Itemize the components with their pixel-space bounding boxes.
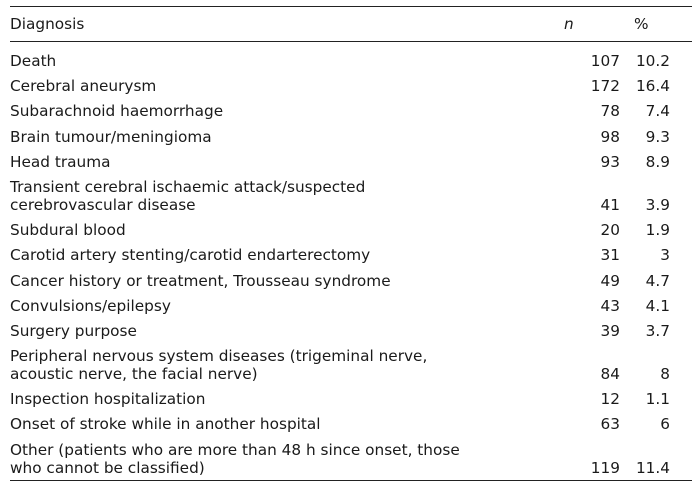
percent-cell: 6: [660, 415, 670, 434]
percent-cell: 16.4: [635, 77, 670, 96]
count-cell: 119: [590, 458, 620, 477]
table-row: [10, 99, 692, 124]
table-row: [10, 412, 692, 437]
diagnosis-cell: Death: [10, 52, 57, 70]
diagnosis-table-container: [10, 6, 692, 481]
percent-cell: 1.1: [645, 390, 670, 409]
table-row: [10, 293, 692, 318]
table-row: [10, 174, 692, 217]
count-cell: 31: [600, 246, 620, 265]
percent-cell: 4.1: [645, 296, 670, 315]
percent-cell: 4.7: [645, 271, 670, 290]
count-cell: 63: [600, 415, 620, 434]
count-cell: 39: [600, 321, 620, 340]
table-row: [10, 387, 692, 412]
table-row: [10, 74, 692, 99]
count-cell: 12: [600, 390, 620, 409]
table-row: [10, 149, 692, 174]
percent-cell: 3.7: [645, 321, 670, 340]
diagnosis-cell: Cerebral aneurysm: [10, 77, 157, 96]
diagnosis-table: [10, 6, 692, 481]
count-cell: 41: [600, 195, 620, 214]
percent-cell: 8: [660, 365, 670, 384]
table-body: [10, 42, 692, 481]
diagnosis-cell: Subdural blood: [10, 221, 126, 240]
count-cell: 93: [600, 152, 620, 171]
table-row: [10, 218, 692, 243]
diagnosis-cell: Peripheral nervous system diseases (trigeminal nerve, acoustic nerve, the facial nerve): [10, 347, 428, 384]
count-cell: 172: [590, 77, 620, 96]
table-row: [10, 42, 692, 74]
count-cell: 78: [600, 102, 620, 121]
count-cell: 49: [600, 271, 620, 290]
count-cell: 98: [600, 127, 620, 146]
count-cell: 84: [600, 365, 620, 384]
count-cell: 43: [600, 296, 620, 315]
diagnosis-cell: Other (patients who are more than 48 h since onset, those who cannot be classified): [10, 440, 460, 477]
header-percent: %: [634, 15, 649, 33]
percent-cell: 3: [660, 246, 670, 265]
percent-cell: 7.4: [645, 102, 670, 121]
diagnosis-cell: Subarachnoid haemorrhage: [10, 102, 224, 121]
header-diagnosis: Diagnosis: [10, 15, 85, 33]
diagnosis-cell: Inspection hospitalization: [10, 390, 206, 409]
percent-cell: 8.9: [645, 152, 670, 171]
diagnosis-cell: Onset of stroke while in another hospital: [10, 415, 321, 434]
diagnosis-cell: Transient cerebral ischaemic attack/suspected cerebrovascular disease: [10, 177, 366, 214]
table-row: [10, 124, 692, 149]
table-row: [10, 318, 692, 343]
percent-cell: 11.4: [635, 458, 670, 477]
diagnosis-cell: Cancer history or treatment, Trousseau syndrome: [10, 271, 391, 290]
table-row: [10, 437, 692, 481]
diagnosis-cell: Convulsions/epilepsy: [10, 296, 171, 315]
diagnosis-cell: Carotid artery stenting/carotid endarterectomy: [10, 246, 371, 265]
percent-cell: 1.9: [645, 221, 670, 240]
percent-cell: 3.9: [645, 195, 670, 214]
percent-cell: 10.2: [635, 52, 670, 70]
diagnosis-cell: Surgery purpose: [10, 321, 137, 340]
table-row: [10, 343, 692, 386]
table-header: [10, 7, 692, 42]
count-cell: 20: [600, 221, 620, 240]
count-cell: 107: [590, 52, 620, 70]
diagnosis-cell: Brain tumour/meningioma: [10, 127, 212, 146]
diagnosis-cell: Head trauma: [10, 152, 111, 171]
table-row: [10, 243, 692, 268]
header-row: [10, 7, 692, 42]
table-row: [10, 268, 692, 293]
percent-cell: 9.3: [645, 127, 670, 146]
header-n: n: [564, 15, 574, 33]
